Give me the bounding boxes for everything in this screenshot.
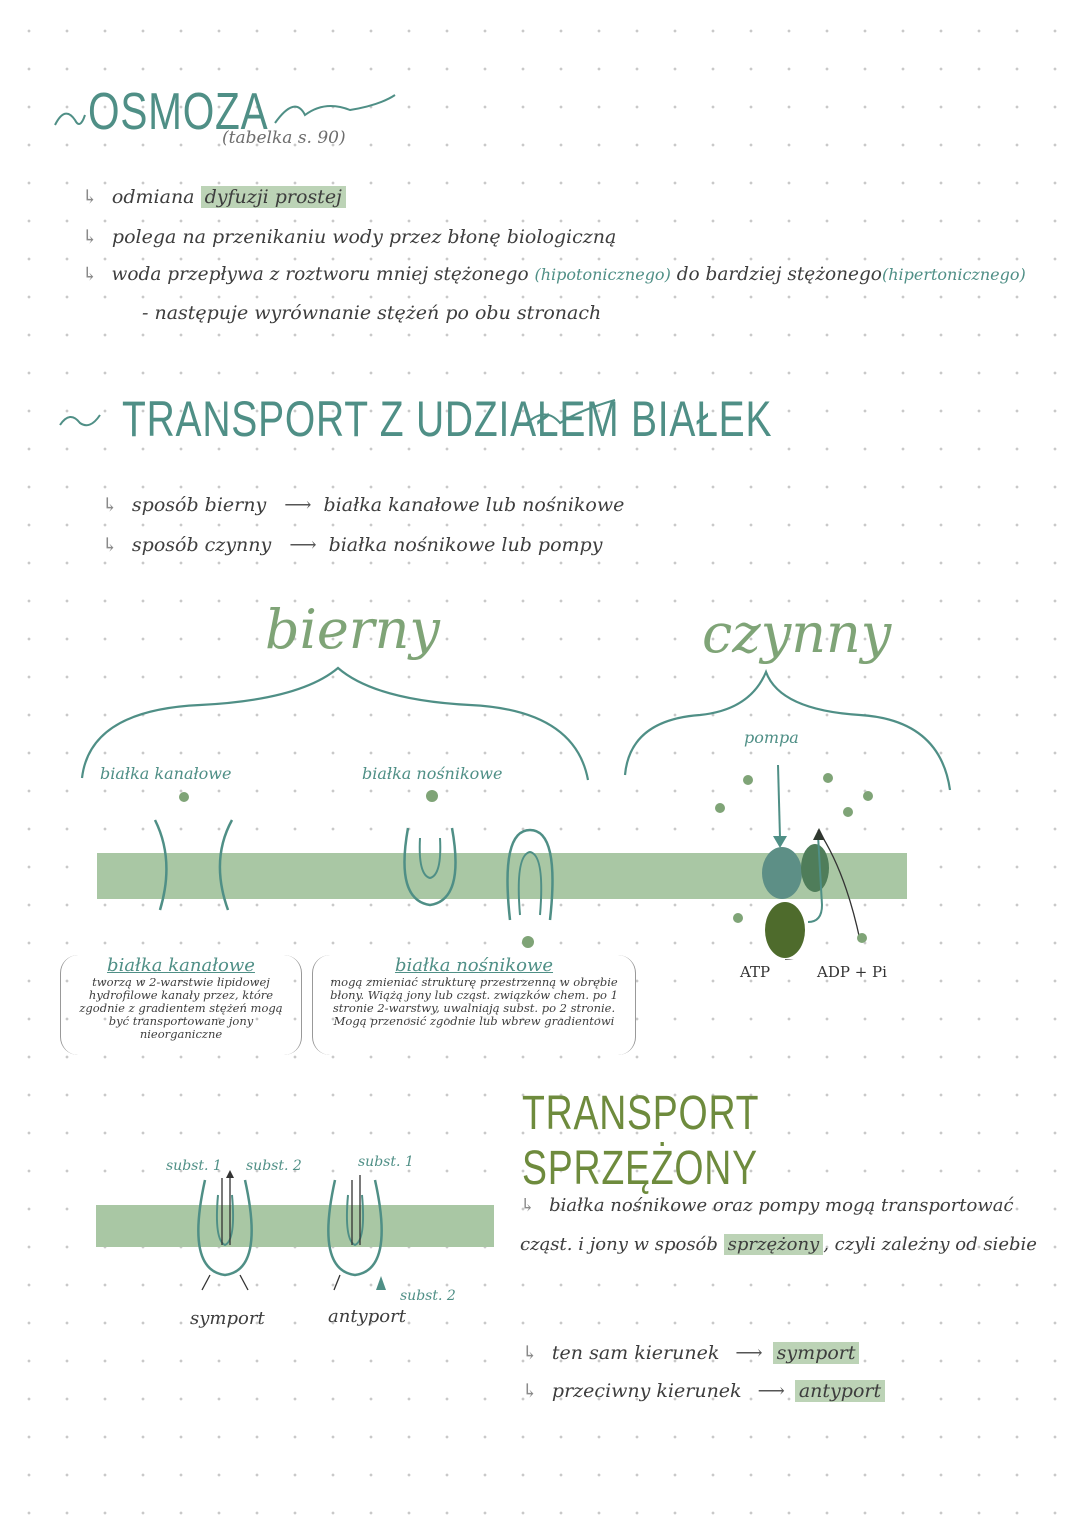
bullet-arrow-icon: ↳ (520, 1195, 536, 1216)
symport-subst2-label: subst. 2 (246, 1158, 302, 1174)
antyport-label: antyport (328, 1306, 406, 1327)
bullet-arrow-icon: ↳ (522, 1380, 538, 1402)
osmoza-line-1: ↳ odmiana dyfuzji prostej (82, 186, 346, 208)
molecule-dot (823, 773, 833, 783)
carrier-note-text: mogą zmieniać strukturę przestrzenną w obrębie błony. Wiążą jony lub cząst. związków chem. po 1 stronie 2-warstwy, uwalniają subst. po 2 stronie. Mogą przenosić zgodnie lub wbrew gradientowi (330, 975, 618, 1028)
atp-binding-domain (765, 902, 805, 958)
osmoza-title: OSMOZA (88, 83, 269, 141)
antyport-line: ↳ przeciwny kierunek ⟶ antyport (522, 1380, 885, 1402)
osmoza-subtitle: (tabelka s. 90) (222, 128, 346, 148)
molecule-dot (733, 913, 743, 923)
osmoza-line-2: ↳ polega na przenikaniu wody przez błonę biologiczną (82, 226, 617, 248)
sprzezony-description: ↳ białka nośnikowe oraz pompy mogą transportować cząst. i jony w sposób sprzężony , czyli zależny od siebie (520, 1195, 1037, 1255)
antyport-subst1-label: subst. 1 (358, 1154, 414, 1170)
right-arrow-icon: ⟶ (284, 494, 312, 516)
czynny-heading: czynny (702, 602, 892, 665)
antyport-subst2-label: subst. 2 (400, 1288, 456, 1304)
carrier-label: białka nośnikowe (362, 764, 503, 783)
coupled-transport-diagram (90, 1150, 500, 1340)
molecule-dot (179, 792, 189, 802)
bullet-arrow-icon: ↳ (102, 494, 118, 516)
symport-line: ↳ ten sam kierunek ⟶ symport (522, 1342, 859, 1364)
molecule-dot (522, 936, 534, 948)
molecule-dot (863, 791, 873, 801)
osmoza-line-3: ↳ woda przepływa z roztworu mniej stężonego (hipotonicznego) do bardziej stężonego(hipertonicznego) (82, 264, 1026, 285)
symport-label: symport (190, 1308, 265, 1329)
molecule-dot (857, 933, 867, 943)
molecule-dot (715, 803, 725, 813)
bullet-arrow-icon: ↳ (82, 264, 98, 285)
membrane-transport-diagram (0, 660, 1080, 960)
osmoza-line-4: - następuje wyrównanie stężeń po obu stronach (142, 302, 602, 324)
passive-mode-line: ↳ sposób bierny ⟶ białka kanałowe lub nośnikowe (102, 494, 625, 516)
right-arrow-icon: ⟶ (757, 1380, 785, 1402)
channel-note-title: białka kanałowe (107, 955, 255, 976)
channel-note-text: tworzą w 2-warstwie lipidowej hydrofilowe kanały przez, które zgodnie z gradientem stężeń mogą być transportowane jony nieorganiczne (79, 975, 283, 1041)
right-arrow-icon: ⟶ (289, 534, 317, 556)
adp-label: ADP + Pi (817, 963, 887, 981)
channel-note-box (60, 955, 302, 1055)
lipid-bilayer (96, 1205, 494, 1247)
bierny-heading: bierny (265, 598, 440, 661)
molecule-dot (426, 790, 438, 802)
carrier-note-title: białka nośnikowe (394, 955, 554, 976)
bullet-arrow-icon: ↳ (522, 1342, 538, 1364)
active-mode-line: ↳ sposób czynny ⟶ białka nośnikowe lub pompy (102, 534, 603, 556)
pump-arrow (778, 765, 780, 838)
pump-protein-outer (801, 844, 829, 892)
pump-protein-inner (762, 847, 802, 899)
molecule-dot (843, 807, 853, 817)
bullet-arrow-icon: ↳ (82, 226, 98, 248)
atp-label: ATP (740, 963, 771, 981)
molecule-dot (743, 775, 753, 785)
symport-subst1-label: subst. 1 (166, 1158, 222, 1174)
right-arrow-icon: ⟶ (735, 1342, 763, 1364)
bullet-arrow-icon: ↳ (102, 534, 118, 556)
carrier-note-box (312, 955, 636, 1055)
channel-label: białka kanałowe (100, 764, 232, 783)
pump-label: pompa (744, 728, 799, 747)
sprzezony-title: TRANSPORT SPRZĘŻONY (522, 1087, 759, 1195)
bullet-arrow-icon: ↳ (82, 186, 98, 208)
transport-title: TRANSPORT Z UDZIAŁEM BIAŁEK (122, 391, 773, 447)
